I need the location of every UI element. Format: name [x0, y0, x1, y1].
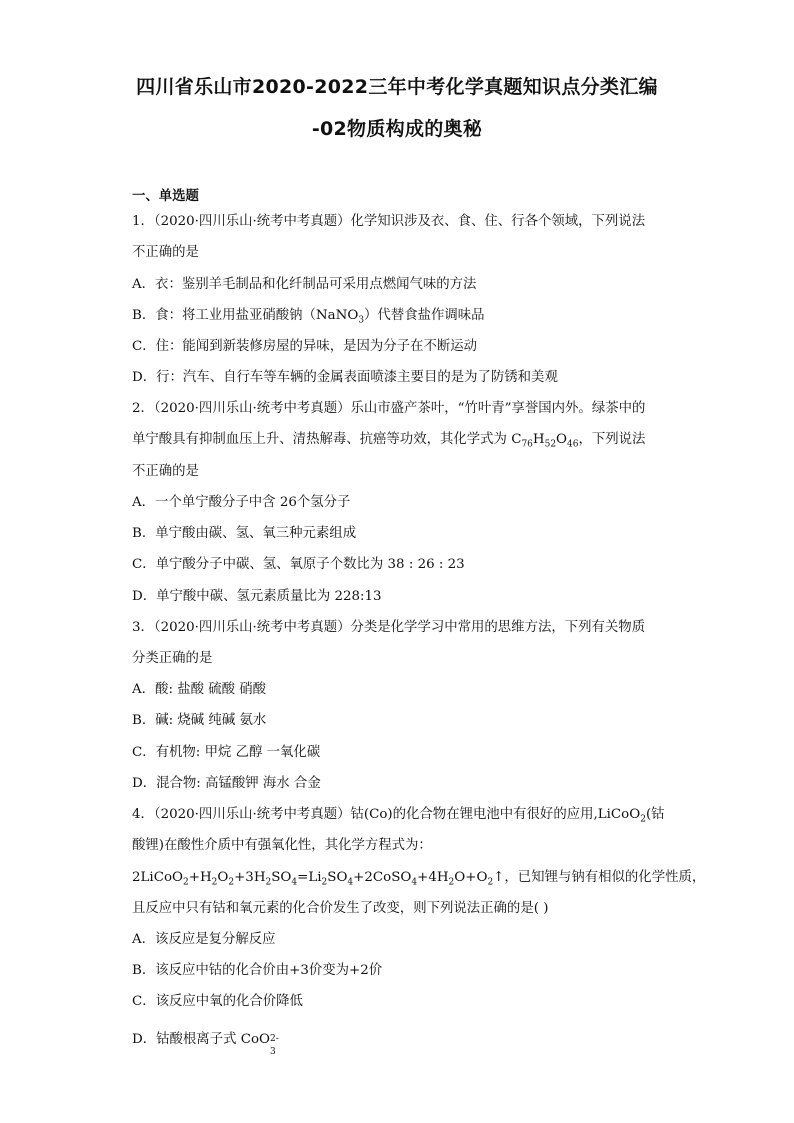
- q4-option-c: C．该反应中氧的化合价降低: [132, 994, 303, 1009]
- q4-stem-line-4: 且反应中只有钴和氧元素的化合价发生了改变，则下列说法正确的是( ): [132, 901, 549, 916]
- q1-stem-line-1: 1．（2020·四川乐山·统考中考真题）化学知识涉及衣、食、住、行各个领域，下列说法: [132, 214, 646, 229]
- document-title-line-2: -02物质构成的奥秘: [311, 118, 483, 140]
- document-title-line-1: 四川省乐山市2020-2022三年中考化学真题知识点分类汇编: [136, 76, 658, 98]
- q3-stem-line-1: 3．（2020·四川乐山·统考中考真题）分类是化学学习中常用的思维方法，下列有关物质: [132, 620, 646, 635]
- q2-option-c: C．单宁酸分子中碳、氢、氧原子个数比为 38 : 26 : 23: [132, 557, 465, 572]
- q2-stem-line-1: 2．（2020·四川乐山·统考中考真题）乐山市盛产茶叶，“竹叶青”享誉国内外。绿茶中的: [132, 401, 646, 416]
- q2-stem-line-3: 不正确的是: [132, 464, 199, 479]
- q4-option-d: D．钴酸根离子式 CoO 2- 3: [132, 1032, 279, 1057]
- q1-option-d: D．行：汽车、自行车等车辆的金属表面喷漆主要目的是为了防锈和美观: [132, 370, 558, 385]
- q3-option-b: B．碱: 烧碱 纯碱 氨水: [132, 713, 267, 728]
- q4-stem-line-2: 酸锂)在酸性介质中有强氧化性，其化学方程式为：: [132, 838, 432, 853]
- q4-chemical-equation: $2LiCoO_2+H_2O_2+3H_2SO_4=Li_2SO_4+2CoSO_4+4H_2O+O_2↑$，已知锂与钠有相似的化学性质，: [132, 870, 706, 888]
- q4-option-a: A．该反应是复分解反应: [132, 932, 276, 947]
- q1-option-b: B．食：将工业用盐亚硝酸钠（NaNO$_3$）代替食盐作调味品: [132, 308, 485, 326]
- q2-option-a: A．一个单宁酸分子中含 26个氢分子: [132, 495, 351, 510]
- q3-option-d: D．混合物: 高锰酸钾 海水 合金: [132, 776, 321, 791]
- section-heading: 一、单选题: [132, 189, 199, 204]
- q1-option-a: A．衣：鉴别羊毛制品和化纤制品可采用点燃闻气味的方法: [132, 277, 477, 292]
- q2-stem-line-2: 单宁酸具有抑制血压上升、清热解毒、抗癌等功效，其化学式为 $C_{76}H_{52}O_{46}$，下列说法: [132, 432, 646, 450]
- q4-option-b: B．该反应中钴的化合价由+3价变为+2价: [132, 963, 383, 978]
- q3-option-a: A．酸: 盐酸 硫酸 硝酸: [132, 682, 267, 697]
- q2-option-d: D．单宁酸中碳、氢元素质量比为 228:13: [132, 589, 382, 604]
- q1-stem-line-2: 不正确的是: [132, 245, 199, 260]
- q2-option-b: B．单宁酸由碳、氢、氧三种元素组成: [132, 526, 357, 541]
- q4-stem-line-1: 4．（2020·四川乐山·统考中考真题）钴(Co)的化合物在锂电池中有很好的应用,LiCoO$_2$(钴: [132, 807, 665, 825]
- q3-stem-line-2: 分类正确的是: [132, 651, 213, 666]
- q3-option-c: C．有机物: 甲烷 乙醇 一氧化碳: [132, 745, 321, 760]
- q1-option-c: C．住：能闻到新装修房屋的异味，是因为分子在不断运动: [132, 339, 478, 354]
